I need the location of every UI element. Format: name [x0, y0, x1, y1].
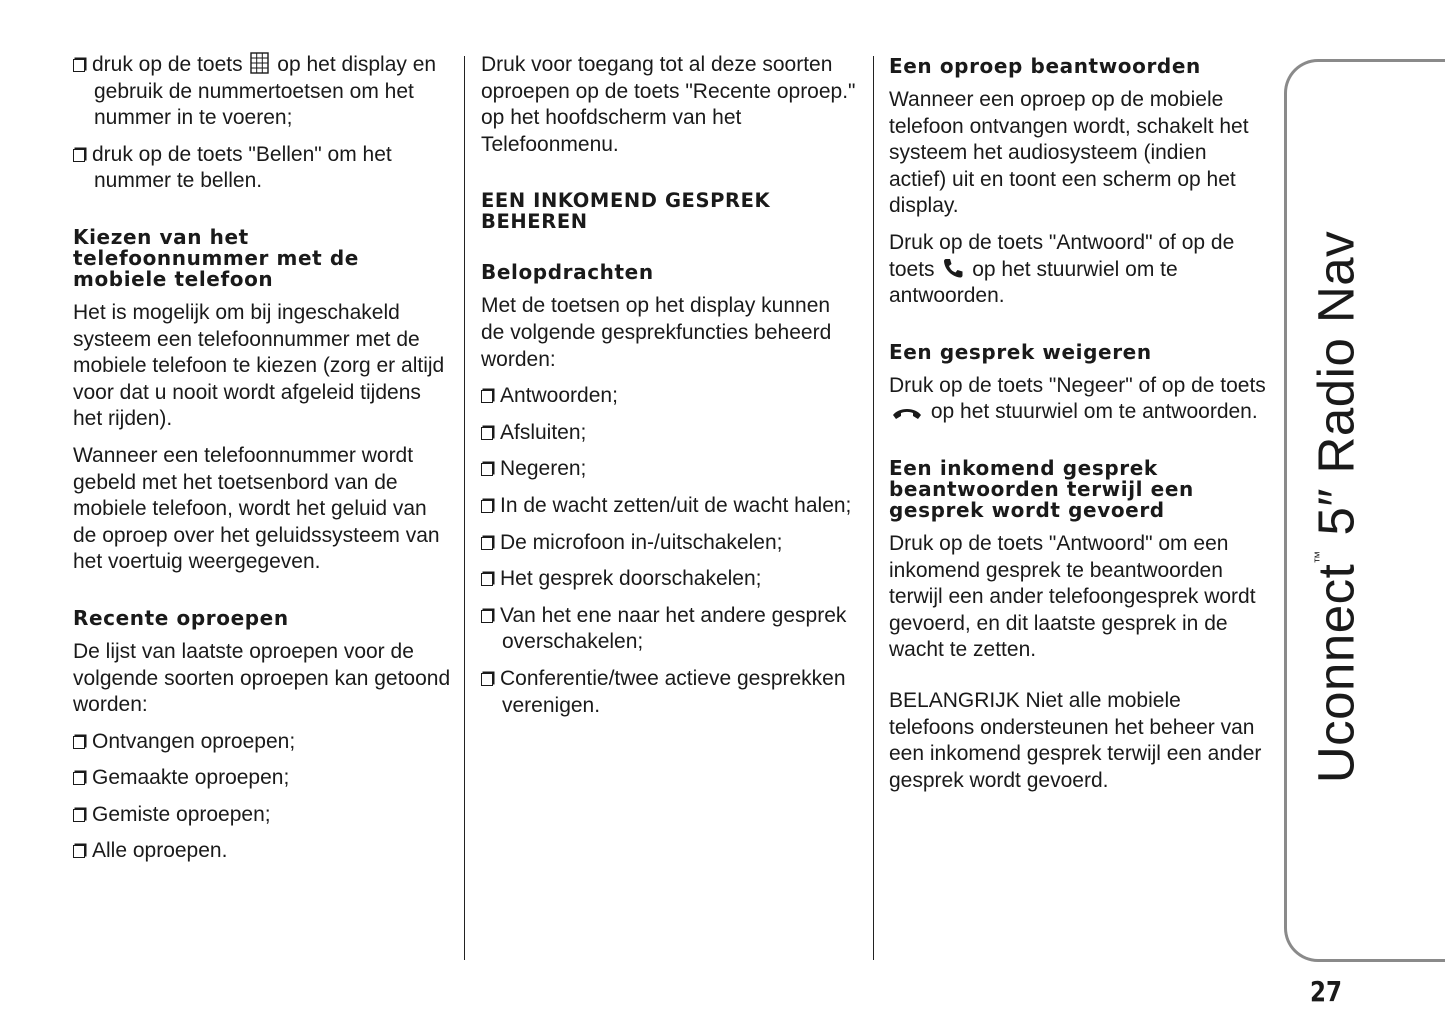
column-divider — [873, 56, 874, 960]
checkbox-bullet-icon — [481, 537, 493, 550]
column-1 — [73, 52, 451, 875]
phone-hangup-icon — [891, 405, 923, 421]
list-item: druk op de toets "Bellen" om het nummer te bellen. — [73, 142, 451, 195]
checkbox-bullet-icon — [481, 463, 493, 476]
list-item: Van het ene naar het andere gesprek overschakelen; — [481, 603, 859, 656]
chapter-title: Uconnect™ 5″ Radio Nav — [1307, 230, 1365, 784]
heading-recent-calls: Recente oproepen — [73, 605, 289, 630]
heading-answer-call: Een oproep beantwoorden — [889, 54, 1201, 78]
checkbox-bullet-icon — [73, 845, 85, 858]
page-number: 27 — [1310, 975, 1342, 1008]
list-item: Het gesprek doorschakelen; — [481, 566, 859, 593]
trademark-mark: ™ — [1311, 550, 1327, 564]
heading-incoming-call: EEN INKOMEND GESPREK BEHEREN — [481, 189, 771, 234]
heading-reject-call: Een gesprek weigeren — [889, 339, 1152, 364]
paragraph: Druk voor toegang tot al deze soorten oproepen op de toets "Recente oproep." op het hoofdscherm van het Telefoonmenu. — [481, 53, 856, 156]
paragraph: Met de toetsen op het display kunnen de volgende gesprekfuncties beheerd worden: — [481, 294, 832, 371]
paragraph: Wanneer een telefoonnummer wordt gebeld met het toetsenbord van de mobiele telefoon, wordt het geluid van de oproep over het geluidssysteem van het voertuig weergegeven. — [73, 443, 440, 574]
heading-call-commands: Belopdrachten — [481, 260, 654, 285]
list-item: Gemiste oproepen; — [73, 802, 451, 829]
paragraph: Wanneer een oproep op de mobiele telefoon ontvangen wordt, schakelt het systeem het audiosysteem (indien actief) uit en toont een scherm op het display. — [889, 88, 1249, 218]
list-item: Conferentie/twee actieve gesprekken verenigen. — [481, 666, 859, 719]
heading-answer-during-call: Een inkomend gesprek beantwoorden terwijl een gesprek wordt gevoerd — [889, 455, 1194, 522]
column-2 — [481, 52, 859, 729]
checkbox-bullet-icon — [481, 573, 493, 586]
list-item: Ontvangen oproepen; — [73, 729, 451, 756]
list-item: De microfoon in-/uitschakelen; — [481, 530, 859, 557]
checkbox-bullet-icon — [73, 149, 85, 162]
paragraph: De lijst van laatste oproepen voor de volgende soorten oproepen kan getoond worden: — [73, 639, 451, 717]
list-item: druk op de toets op het display en gebruik de nummertoetsen om het nummer in te voeren; — [73, 52, 451, 132]
list-item: Negeren; — [481, 456, 859, 483]
list-item: Alle oproepen. — [73, 838, 451, 865]
checkbox-bullet-icon — [73, 772, 85, 785]
paragraph-important: BELANGRIJK Niet alle mobiele telefoons ondersteunen het beheer van een inkomend gesprek terwijl een ander gesprek wordt gevoerd. — [889, 688, 1262, 792]
checkbox-bullet-icon — [73, 736, 85, 749]
checkbox-bullet-icon — [481, 500, 493, 513]
heading-mobile-dialing: Kiezen van het telefoonnummer met de mobiele telefoon — [73, 224, 359, 291]
checkbox-bullet-icon — [481, 673, 493, 686]
paragraph: Druk op de toets "Negeer" of op de toets op het stuurwiel om te antwoorden. — [889, 373, 1266, 424]
list-item: In de wacht zetten/uit de wacht halen; — [481, 493, 859, 520]
column-3 — [889, 52, 1267, 804]
checkbox-bullet-icon — [481, 390, 493, 403]
paragraph: Het is mogelijk om bij ingeschakeld systeem een telefoonnummer met de mobiele telefoon te kiezen (zorg er altijd voor dat u nooit wordt afgeleid tijdens het rijden). — [73, 300, 445, 431]
checkbox-bullet-icon — [73, 809, 85, 822]
phone-answer-icon — [942, 257, 964, 279]
keypad-icon — [250, 52, 269, 74]
checkbox-bullet-icon — [73, 59, 85, 72]
list-item: Antwoorden; — [481, 383, 859, 410]
checkbox-bullet-icon — [481, 427, 493, 440]
list-item: Afsluiten; — [481, 420, 859, 447]
column-divider — [464, 56, 465, 960]
paragraph: Druk op de toets "Antwoord" of op de toets op het stuurwiel om te antwoorden. — [889, 230, 1235, 308]
list-item: Gemaakte oproepen; — [73, 765, 451, 792]
paragraph: Druk op de toets "Antwoord" om een inkomend gesprek te beantwoorden terwijl een ander telefoongesprek wordt gevoerd, en dit laatste gesprek in de wacht te zetten. — [889, 531, 1256, 662]
checkbox-bullet-icon — [481, 610, 493, 623]
